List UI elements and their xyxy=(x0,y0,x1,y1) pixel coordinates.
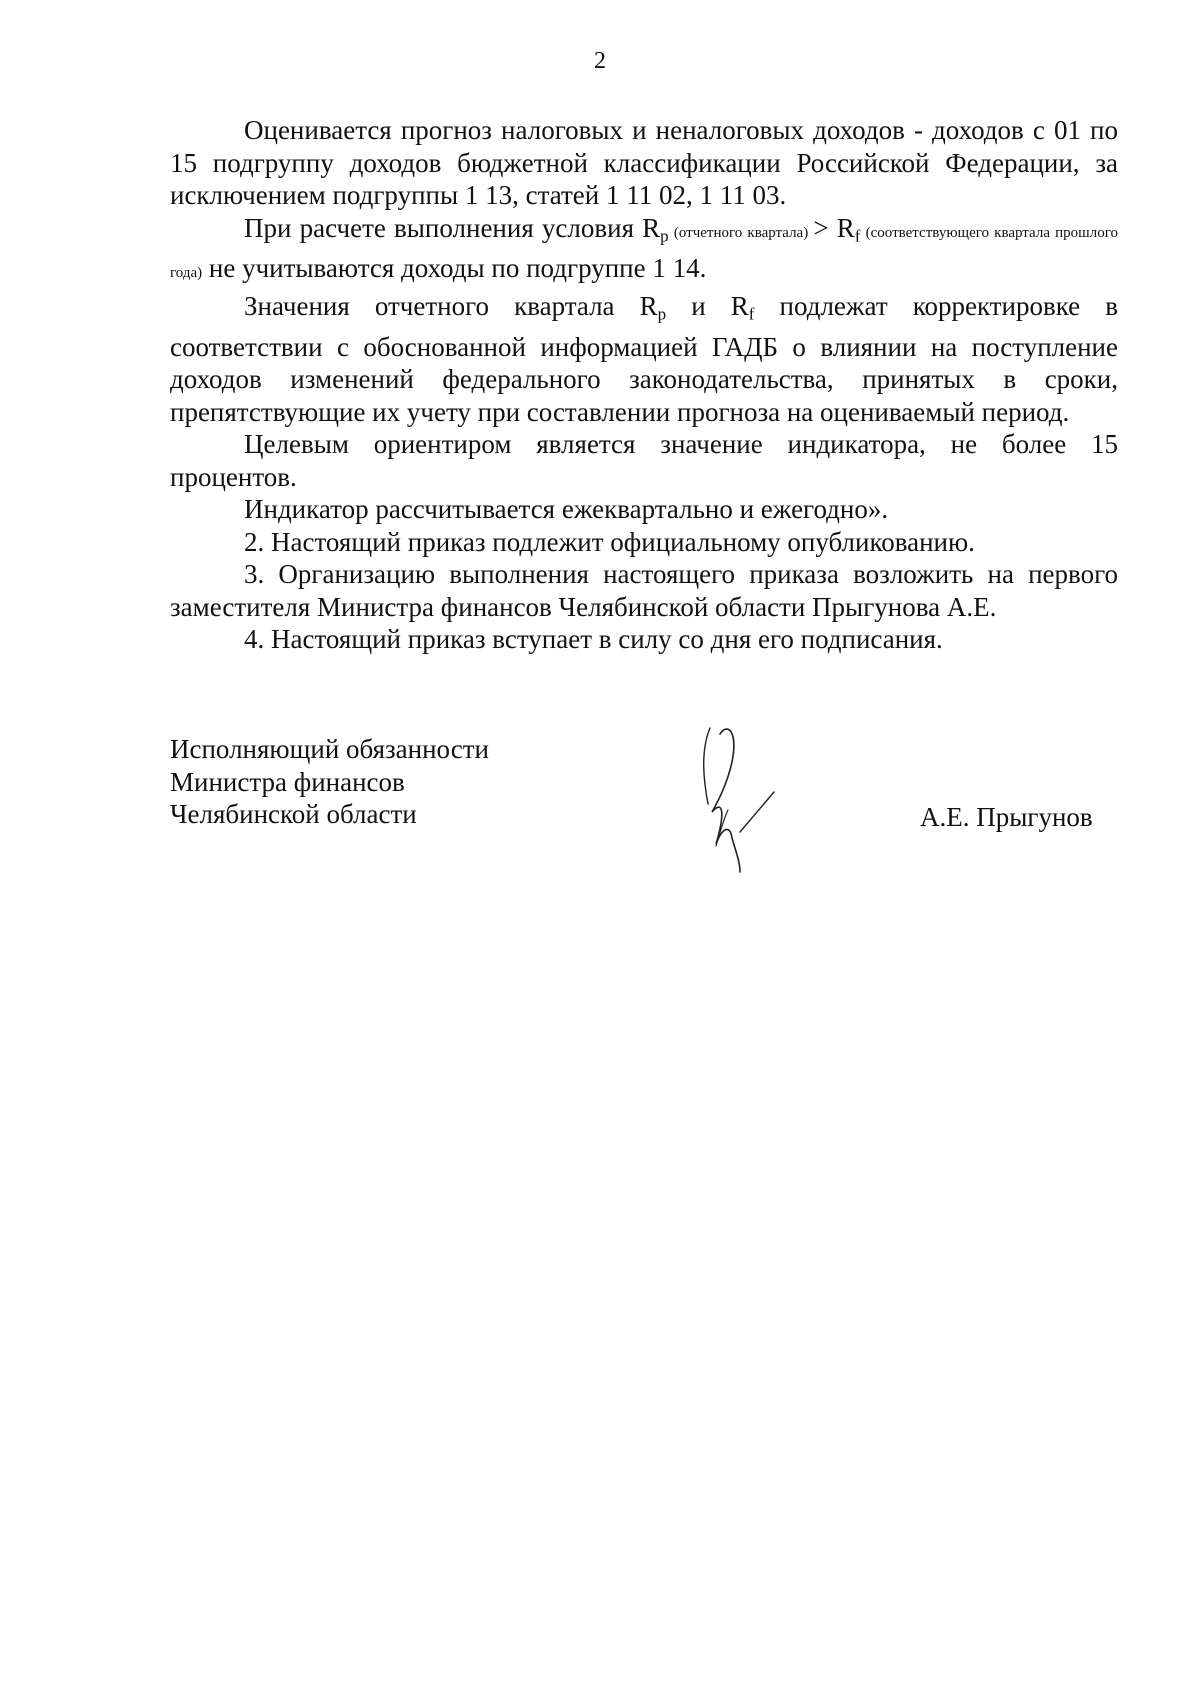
paragraph-revenue-forecast: Оценивается прогноз налоговых и неналоговых доходов - доходов с 01 по 15 подгруппу доходов бюджетной классификации Российской Федерации, за исключением подгруппы 1 13, статей 1 11 02, 1 11 03. xyxy=(170,115,1118,210)
greater-than-sign: > xyxy=(813,212,837,243)
condition-lead-text: При расчете выполнения условия xyxy=(244,212,643,243)
signatory-title-line: Министра финансов xyxy=(170,766,405,797)
previous-year-quarter-note: (соответствующего квартала прошлого года) xyxy=(170,224,1118,282)
r-symbol: R xyxy=(836,212,855,243)
r-subscript-f: f xyxy=(748,304,755,323)
paragraph-item-4: 4. Настоящий приказ вступает в силу со дня его подписания. xyxy=(244,624,943,654)
paragraph-condition xyxy=(170,212,1118,290)
paragraph-target: Целевым ориентиром является значение индикатора, не более 15 процентов. xyxy=(170,429,1118,492)
page-number: 2 xyxy=(594,48,606,74)
body-text xyxy=(170,114,1118,656)
paragraph-adjustment xyxy=(170,290,1118,428)
conjunction-text: и xyxy=(666,290,731,321)
handwritten-signature xyxy=(690,712,780,887)
r-symbol: R xyxy=(642,212,661,243)
paragraph-item-3: 3. Организацию выполнения настоящего приказа возложить на первого заместителя Министра финансов Челябинской области Прыгунова А.Е. xyxy=(170,559,1118,622)
signatory-name: А.Е. Прыгунов xyxy=(920,802,1093,832)
r-symbol: R xyxy=(730,290,749,321)
adjustment-tail-text: подлежат корректировке в соответствии с обоснованной информацией ГАДБ о влиянии на поступление доходов изменений федерального законодательства, принятых в сроки, препятствующие их учету при составлении прогноза на оцениваемый период. xyxy=(170,290,1118,427)
r-symbol: R xyxy=(639,290,658,321)
r-subscript-p: p xyxy=(657,304,667,323)
reporting-quarter-note: (отчетного квартала) xyxy=(668,224,814,241)
paragraph-item-2: 2. Настоящий приказ подлежит официальному опубликованию. xyxy=(244,526,975,557)
signatory-title xyxy=(170,733,489,831)
signatory-title-line: Исполняющий обязанности xyxy=(170,734,489,764)
adjustment-lead-text: Значения отчетного квартала xyxy=(244,290,640,321)
condition-tail-text: не учитываются доходы по подгруппе 1 14. xyxy=(202,253,707,284)
paragraph-frequency: Индикатор рассчитывается ежеквартально и ежегодно». xyxy=(244,494,889,524)
r-subscript-p: p xyxy=(660,225,669,245)
r-subscript-f: f xyxy=(854,225,861,245)
signatory-title-line: Челябинской области xyxy=(170,799,417,829)
